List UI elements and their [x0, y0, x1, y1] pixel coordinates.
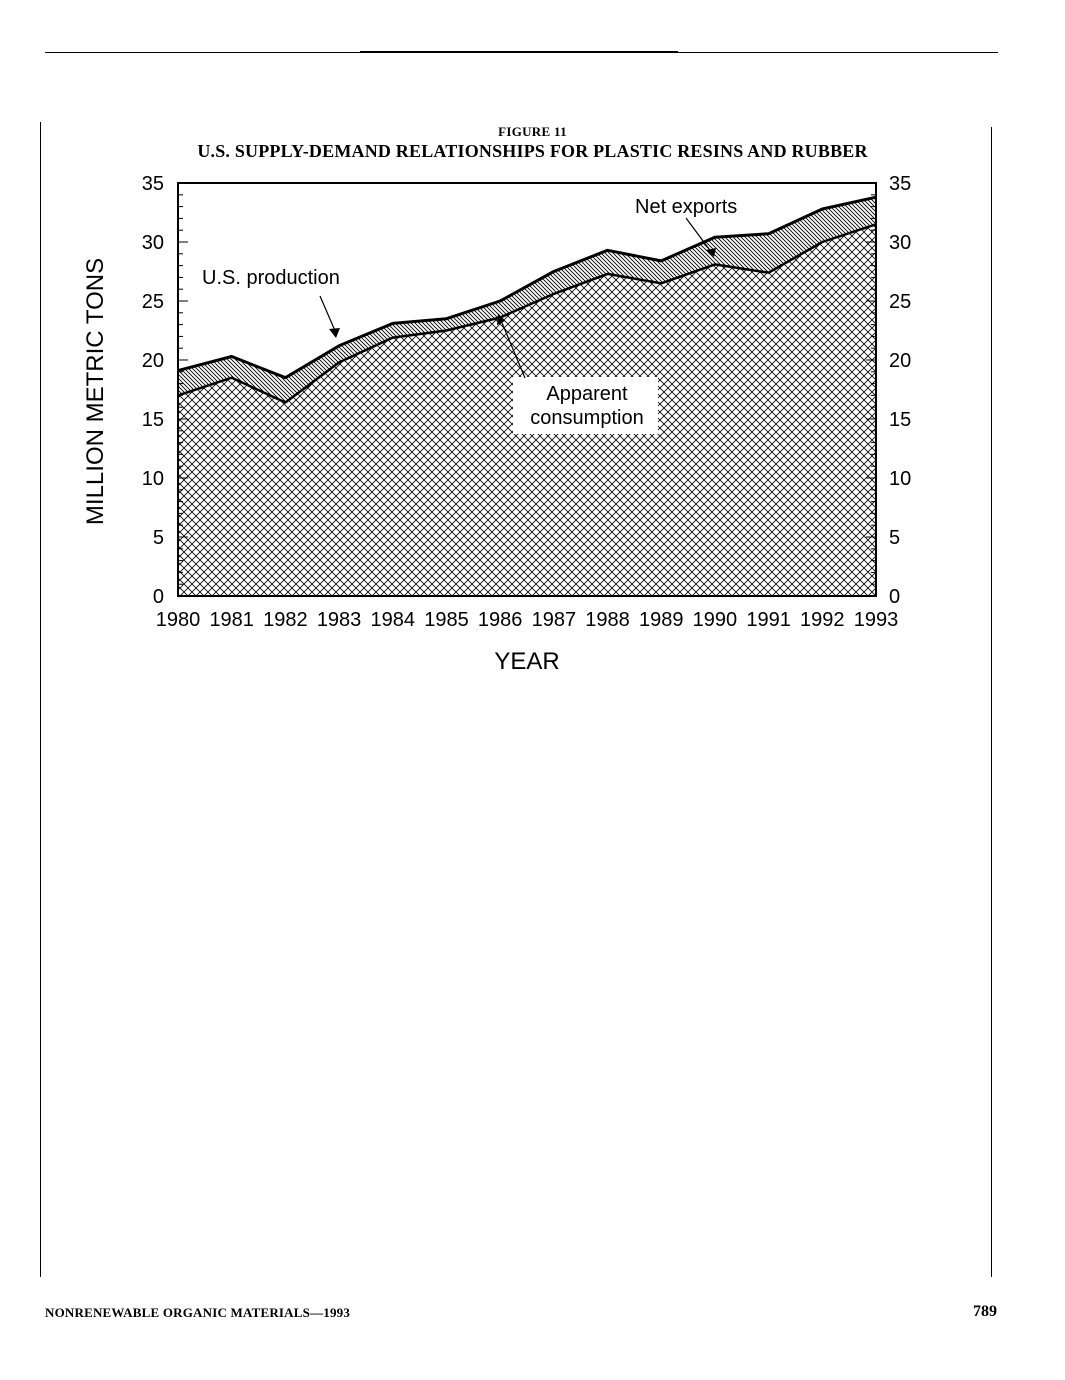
- annotation-us-production: U.S. production: [202, 267, 340, 289]
- x-tick-label: 1992: [800, 609, 845, 631]
- y-tick-label-right: 15: [889, 409, 912, 431]
- x-tick-label: 1987: [531, 609, 577, 631]
- y-tick-label-left: 30: [141, 232, 164, 254]
- y-tick-label-right: 30: [889, 232, 912, 254]
- annotation-net-exports: Net exports: [635, 196, 738, 218]
- x-tick-label: 1984: [370, 609, 416, 631]
- y-tick-label-left: 25: [141, 291, 164, 313]
- y-tick-label-left: 35: [141, 173, 164, 195]
- x-tick-label: 1982: [263, 609, 308, 631]
- y-tick-label-left: 10: [141, 468, 164, 490]
- y-tick-label-right: 0: [889, 586, 901, 608]
- y-tick-label-right: 10: [889, 468, 912, 490]
- x-tick-label: 1981: [209, 609, 254, 631]
- y-tick-label-left: 5: [152, 527, 164, 549]
- x-tick-label: 1985: [424, 609, 469, 631]
- y-tick-label-right: 35: [889, 173, 912, 195]
- x-axis-title: YEAR: [494, 648, 560, 675]
- x-tick-label: 1980: [155, 609, 201, 631]
- y-tick-label-right: 20: [889, 350, 912, 372]
- y-tick-label-left: 15: [141, 409, 164, 431]
- x-tick-label: 1991: [746, 609, 791, 631]
- x-tick-label: 1993: [853, 609, 899, 631]
- annotation-apparent-consumption-line2: consumption: [530, 407, 644, 429]
- y-tick-label-right: 5: [889, 527, 901, 549]
- x-tick-label: 1986: [477, 609, 523, 631]
- footer-publication: NONRENEWABLE ORGANIC MATERIALS—1993: [45, 1305, 351, 1320]
- y-tick-label-left: 20: [141, 350, 164, 372]
- annotation-apparent-consumption-line1: Apparent: [546, 383, 628, 405]
- page-number: 789: [973, 1303, 997, 1320]
- figure-title: U.S. SUPPLY-DEMAND RELATIONSHIPS FOR PLASTIC RESINS AND RUBBER: [197, 141, 868, 161]
- figure-label: FIGURE 11: [498, 124, 567, 139]
- y-axis-title: MILLION METRIC TONS: [82, 257, 109, 526]
- y-tick-label-left: 0: [152, 586, 164, 608]
- annotation-us-production-arrowhead: [329, 328, 340, 338]
- x-tick-label: 1990: [692, 609, 738, 631]
- x-tick-label: 1983: [316, 609, 362, 631]
- x-tick-label: 1988: [585, 609, 630, 631]
- x-tick-label: 1989: [638, 609, 684, 631]
- annotation-us-production-leader: [320, 296, 336, 333]
- y-tick-label-right: 25: [889, 291, 912, 313]
